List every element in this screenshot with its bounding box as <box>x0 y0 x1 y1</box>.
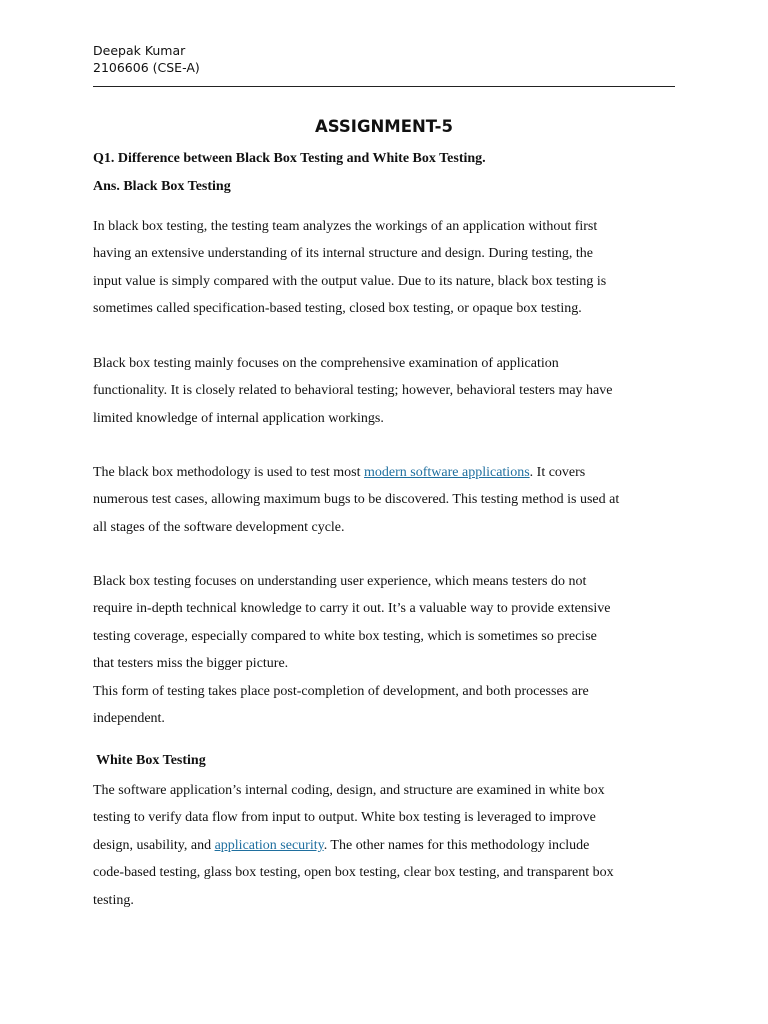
text-line: limited knowledge of internal application workings. <box>93 410 384 426</box>
text-span: The black box methodology is used to test most <box>93 465 365 480</box>
text-line <box>93 459 619 486</box>
text-line: all stages of the software development cycle. <box>93 519 345 535</box>
text-line: Black box testing focuses on understanding user experience, which means testers do not <box>93 574 587 589</box>
text-line: sometimes called specification-based testing, closed box testing, or opaque box testing. <box>93 301 582 317</box>
white-box-heading: White Box Testing <box>96 753 206 768</box>
text-line: The software application’s internal coding, design, and structure are examined in white box <box>93 783 605 798</box>
header-rule <box>93 86 675 87</box>
answer-heading: Ans. Black Box Testing <box>93 179 231 194</box>
text-span: . The other names for this methodology include <box>323 837 590 853</box>
paragraph-black-box-user-experience <box>93 568 610 732</box>
text-span: design, usability, and <box>93 837 215 853</box>
paragraph-white-box-intro <box>93 777 614 914</box>
text-line: require in-depth technical knowledge to carry it out. It’s a valuable way to provide extensive <box>93 601 611 617</box>
paragraph-black-box-intro <box>93 213 606 323</box>
author-header <box>93 42 200 76</box>
question-heading: Q1. Difference between Black Box Testing and White Box Testing. <box>93 151 486 166</box>
text-line: functionality. It is closely related to behavioral testing; however, behavioral testers may have <box>93 383 613 399</box>
text-line: testing coverage, especially compared to white box testing, which is sometimes so precise <box>93 628 597 644</box>
text-line: Black box testing mainly focuses on the comprehensive examination of application <box>93 356 559 371</box>
text-line: testing to verify data flow from input to output. White box testing is leveraged to improve <box>93 810 596 826</box>
paragraph-black-box-methodology <box>93 459 619 541</box>
text-line: input value is simply compared with the output value. Due to its nature, black box testing is <box>93 273 607 289</box>
text-line: In black box testing, the testing team analyzes the workings of an application without first <box>93 219 598 234</box>
modern-software-applications-link[interactable]: modern software applications <box>364 465 530 480</box>
application-security-link[interactable]: application security <box>214 837 324 853</box>
text-line: numerous test cases, allowing maximum bugs to be discovered. This testing method is used at <box>93 492 620 508</box>
text-line: testing. <box>93 892 134 908</box>
text-span: . It covers <box>529 465 586 480</box>
paragraph-black-box-focus <box>93 350 612 432</box>
text-line: This form of testing takes place post-completion of development, and both processes are <box>93 683 589 699</box>
author-name: Deepak Kumar <box>93 43 186 58</box>
author-roll: 2106606 (CSE-A) <box>93 60 200 75</box>
text-line: code-based testing, glass box testing, open box testing, clear box testing, and transparent box <box>93 865 614 881</box>
assignment-title: ASSIGNMENT-5 <box>315 117 453 136</box>
text-line: independent. <box>93 710 165 726</box>
text-line: having an extensive understanding of its internal structure and design. During testing, the <box>93 246 593 262</box>
text-line: that testers miss the bigger picture. <box>93 656 289 672</box>
text-line <box>93 832 614 859</box>
